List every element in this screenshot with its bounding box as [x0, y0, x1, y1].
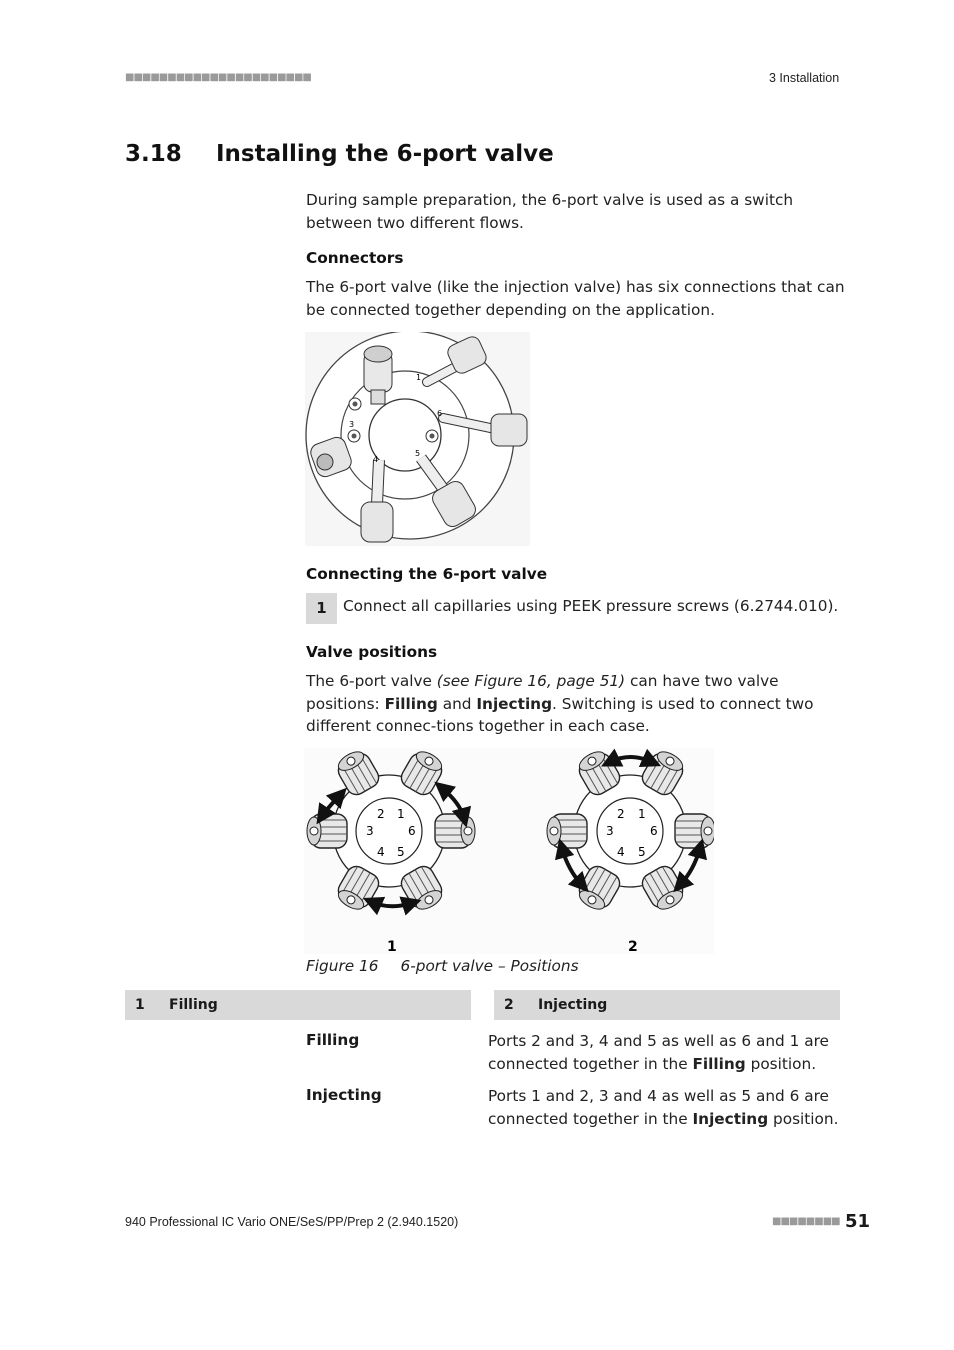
valve-illustration — [305, 332, 530, 546]
figure-caption — [306, 957, 579, 975]
footer-product: 940 Professional IC Vario ONE/SeS/PP/Prep 2 (2.940.1520) — [125, 1215, 459, 1229]
valve-positions-figure — [304, 748, 714, 954]
port-number: 2 — [377, 807, 385, 821]
port-number: 4 — [377, 845, 385, 859]
legend-item-injecting — [494, 990, 840, 1020]
legend-number: 1 — [135, 997, 145, 1013]
chapter-title: 3 Installation — [769, 71, 840, 85]
definition-term-filling: Filling — [306, 1031, 360, 1049]
port-number: 6 — [408, 824, 416, 838]
definition-term-injecting: Injecting — [306, 1086, 382, 1104]
connectors-heading: Connectors — [306, 249, 404, 267]
step-number: 1 — [306, 593, 337, 624]
figure-label-2: 2 — [628, 939, 638, 954]
port-number: 1 — [397, 807, 405, 821]
positions-paragraph: The 6-port valve (see Figure 16, page 51) can have two valve positions: Filling and Injecting. Switching is used to connect two different connec-tions together in each case. — [306, 672, 814, 735]
header-decoration: ■■■■■■■■■■■■■■■■■■■■■■ — [125, 72, 311, 83]
port-number: 4 — [617, 845, 625, 859]
legend-number: 2 — [504, 997, 514, 1013]
intro-paragraph: During sample preparation, the 6-port valve is used as a switch between two different flows. — [306, 191, 794, 232]
port-number: 1 — [638, 807, 646, 821]
port-number: 3 — [606, 824, 614, 838]
port-number: 6 — [650, 824, 658, 838]
svg-text:6: 6 — [437, 409, 443, 418]
positions-heading: Valve positions — [306, 643, 438, 661]
svg-text:1: 1 — [416, 373, 422, 382]
figure-reference[interactable]: (see Figure 16, page 51) — [436, 672, 626, 690]
svg-text:3: 3 — [349, 420, 355, 429]
svg-text:5: 5 — [415, 449, 421, 458]
section-number: 3.18 — [125, 141, 182, 167]
figure-label-1: 1 — [387, 939, 397, 954]
port-number: 5 — [397, 845, 405, 859]
port-number: 3 — [366, 824, 374, 838]
port-number: 5 — [638, 845, 646, 859]
caption-number: Figure 16 — [306, 957, 379, 975]
definition-text-injecting: Ports 1 and 2, 3 and 4 as well as 5 and 6 are connected together in the Injecting position. — [488, 1087, 839, 1128]
connectors-paragraph: The 6-port valve (like the injection valve) has six connections that can be connected together depending on the application. — [306, 278, 845, 319]
step-text: Connect all capillaries using PEEK pressure screws (6.2744.010). — [343, 597, 839, 615]
section-title: Installing the 6-port valve — [216, 141, 554, 167]
caption-title: 6-port valve – Positions — [400, 957, 579, 975]
legend-item-filling — [125, 990, 471, 1020]
port-number: 2 — [617, 807, 625, 821]
legend-label: Injecting — [538, 997, 608, 1013]
footer-decoration: ■■■■■■■■ — [772, 1216, 840, 1227]
section-heading — [125, 141, 554, 167]
definition-text-filling: Ports 2 and 3, 4 and 5 as well as 6 and 1 are connected together in the Filling position. — [488, 1032, 829, 1073]
legend-label: Filling — [169, 997, 218, 1013]
connecting-heading: Connecting the 6-port valve — [306, 565, 548, 583]
svg-text:4: 4 — [373, 455, 379, 464]
page-number: 51 — [845, 1211, 871, 1232]
